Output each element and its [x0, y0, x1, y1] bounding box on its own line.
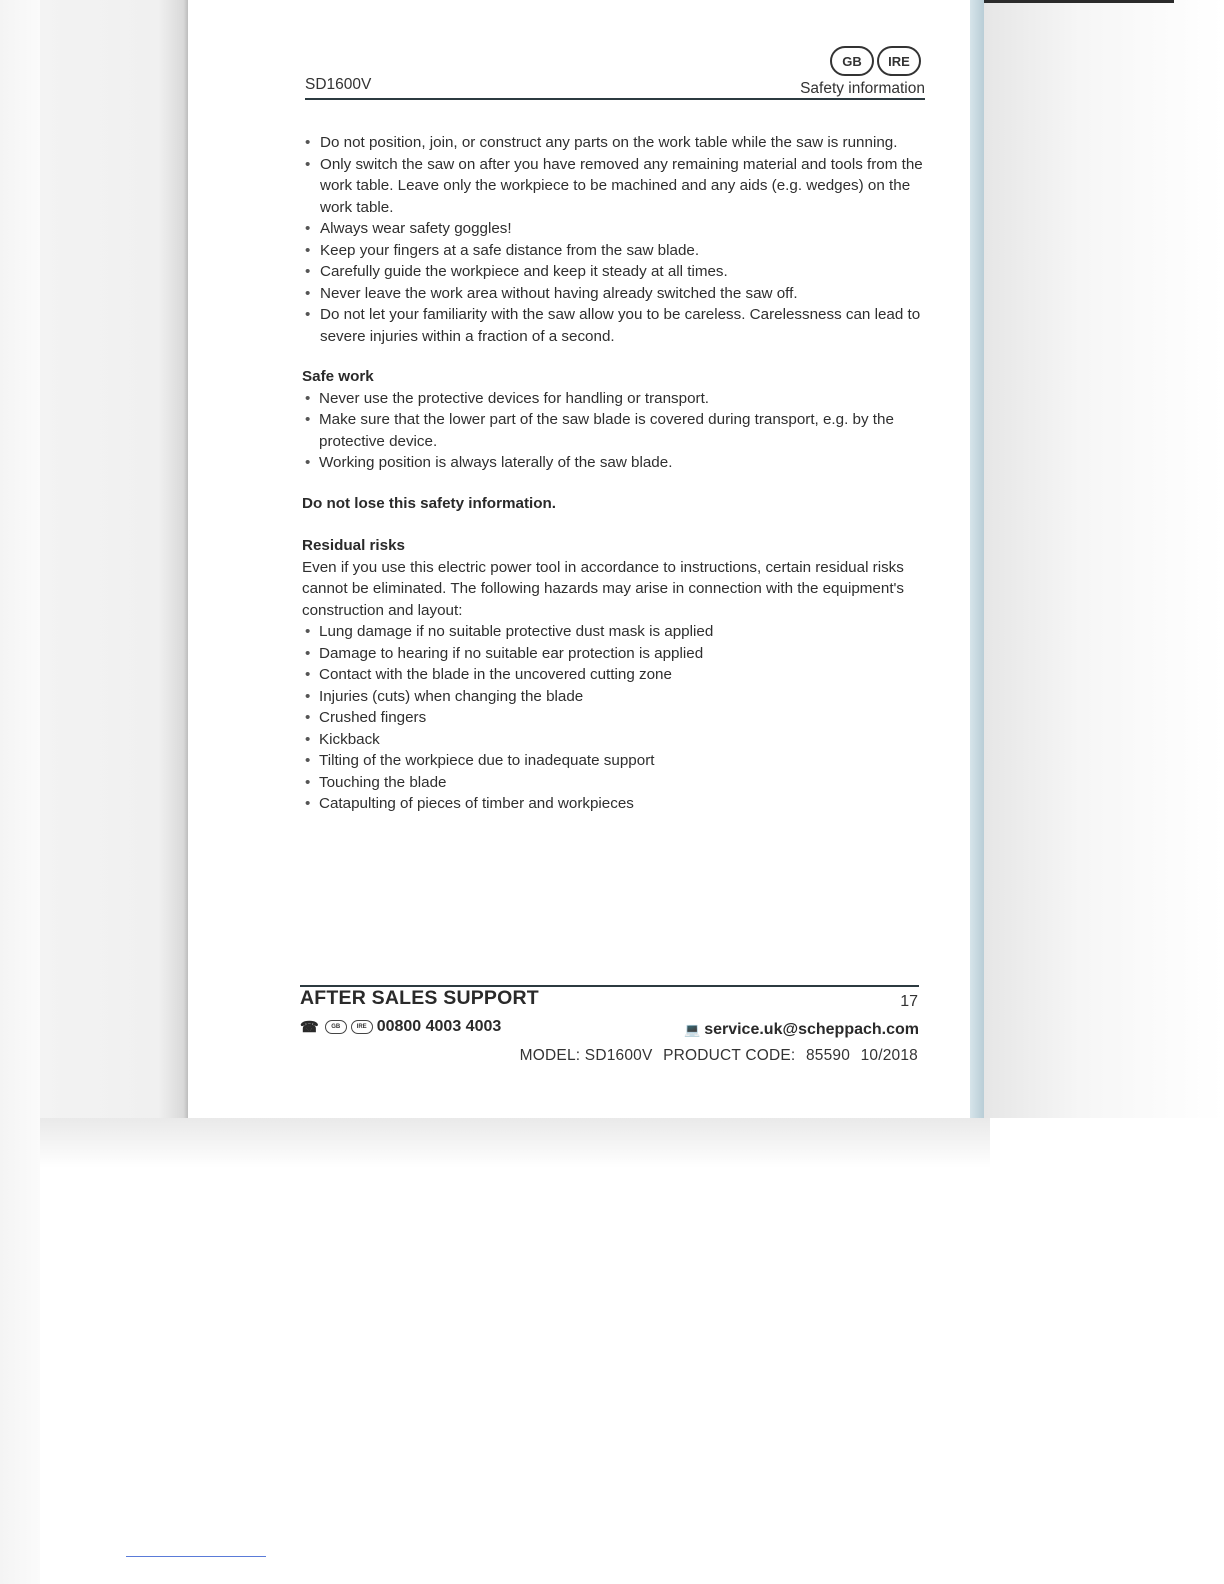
- list-item: • Lung damage if no suitable protective dust mask is applied: [302, 621, 926, 643]
- list-item: • Touching the blade: [302, 772, 926, 794]
- product-info: [480, 1047, 918, 1065]
- list-item: • Only switch the saw on after you have removed any remaining material and tools from the work table. Leave only the workpiece to be machined and any aids (e.g. wedges) on the work table.: [302, 154, 926, 219]
- safety-list: [302, 132, 926, 347]
- list-item: • Tilting of the workpiece due to inadequate support: [302, 750, 926, 772]
- product-code: 85590: [805, 1047, 851, 1064]
- list-item: • Never leave the work area without having already switched the saw off.: [302, 283, 926, 305]
- safety-notice: Do not lose this safety information.: [302, 494, 556, 512]
- list-item: • Carefully guide the workpiece and keep it steady at all times.: [302, 261, 926, 283]
- scan-edge-top: [984, 0, 1174, 3]
- footer-title: AFTER SALES SUPPORT: [300, 987, 539, 1009]
- list-item: • Injuries (cuts) when changing the blade: [302, 686, 926, 708]
- safe-work-list: [302, 388, 926, 474]
- scan-edge-right: [970, 0, 984, 1118]
- list-item: • Keep your fingers at a safe distance from the saw blade.: [302, 240, 926, 262]
- scan-shadow-right: [984, 0, 1224, 1118]
- list-item: • Do not position, join, or construct any parts on the work table while the saw is running.: [302, 132, 926, 154]
- computer-icon: 💻: [684, 1022, 701, 1037]
- model-label: MODEL: SD1600V: [519, 1047, 653, 1064]
- print-date: 10/2018: [860, 1047, 918, 1064]
- scan-artifact-line: [126, 1556, 266, 1557]
- list-item: • Catapulting of pieces of timber and workpieces: [302, 793, 926, 815]
- support-email: [670, 1021, 919, 1039]
- header-model: SD1600V: [305, 76, 372, 93]
- scan-margin-left: [0, 0, 40, 1584]
- residual-risks-intro: Even if you use this electric power tool in accordance to instructions, certain residual risks cannot be eliminated. The following hazards may arise in connection with the equipment's construction and layout:: [302, 558, 905, 619]
- list-item: • Make sure that the lower part of the saw blade is covered during transport, e.g. by the protective device.: [302, 409, 926, 452]
- list-item: • Contact with the blade in the uncovered cutting zone: [302, 664, 926, 686]
- product-code-label: PRODUCT CODE:: [663, 1047, 796, 1064]
- header-divider: [305, 98, 925, 100]
- list-item: • Always wear safety goggles!: [302, 218, 926, 240]
- badge-gb-small: GB: [325, 1020, 347, 1034]
- support-phone: [300, 1018, 501, 1036]
- badge-gb: GB: [830, 46, 874, 76]
- country-badges: [830, 46, 921, 76]
- list-item: • Kickback: [302, 729, 926, 751]
- header-section-title: Safety information: [800, 80, 925, 97]
- phone-icon: ☎: [300, 1019, 319, 1036]
- list-item: • Crushed fingers: [302, 707, 926, 729]
- badge-ire: IRE: [877, 46, 921, 76]
- list-item: • Working position is always laterally of the saw blade.: [302, 452, 926, 474]
- scan-shadow-bottom: [40, 1118, 990, 1168]
- email-address: service.uk@scheppach.com: [704, 1021, 919, 1038]
- residual-risks-heading: Residual risks: [302, 537, 405, 554]
- list-item: • Damage to hearing if no suitable ear protection is applied: [302, 643, 926, 665]
- residual-risks-list: [302, 621, 926, 815]
- list-item: • Never use the protective devices for handling or transport.: [302, 388, 926, 410]
- page-number: 17: [900, 993, 918, 1010]
- phone-number: 00800 4003 4003: [376, 1018, 502, 1035]
- list-item: • Do not let your familiarity with the saw allow you to be careless. Carelessness can lead to severe injuries within a fraction of a second.: [302, 304, 926, 347]
- safe-work-heading: Safe work: [302, 368, 374, 385]
- scan-shadow-left: [40, 0, 188, 1118]
- document-body: [302, 132, 926, 815]
- badge-ire-small: IRE: [351, 1020, 373, 1034]
